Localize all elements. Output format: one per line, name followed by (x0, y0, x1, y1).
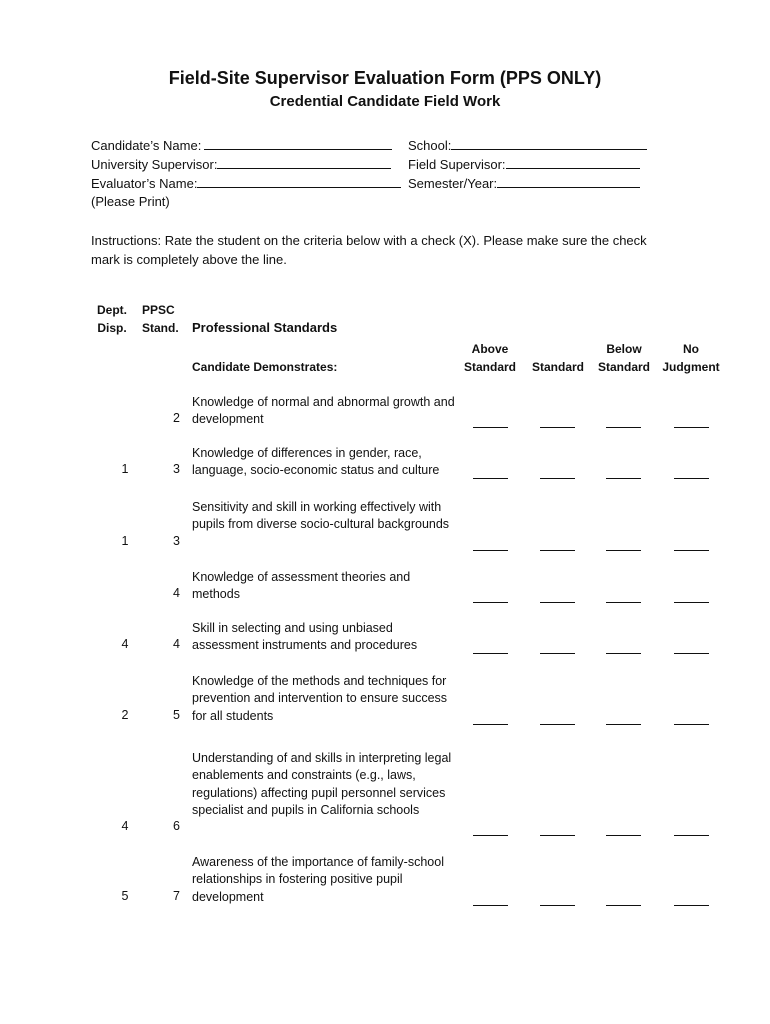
above-standard-blank[interactable] (473, 653, 508, 654)
ppsc-header-line1: PPSC (142, 303, 175, 317)
above-standard-blank[interactable] (473, 835, 508, 836)
criterion-text: Skill in selecting and using unbiased assessment instruments and procedures (192, 621, 418, 653)
field-supervisor-label: Field Supervisor: (408, 157, 506, 172)
ppsc-standard-value: 2 (173, 411, 180, 426)
below-standard-blank[interactable] (606, 550, 641, 551)
evaluator-name-label: Evaluator’s Name: (91, 176, 198, 191)
ppsc-standard-value: 5 (173, 707, 180, 722)
candidate-demonstrates-header: Candidate Demonstrates: (192, 360, 338, 374)
semester-year-field[interactable] (408, 175, 640, 191)
below-standard-header-line1: Below (606, 342, 642, 356)
university-supervisor-field[interactable] (91, 156, 391, 172)
criterion-text: Knowledge of differences in gender, race, language, socio-economic status and culture (192, 446, 440, 478)
standard-blank[interactable] (540, 724, 575, 725)
university-supervisor-line (217, 156, 391, 169)
standard-blank[interactable] (540, 427, 575, 428)
no-judgment-blank[interactable] (674, 427, 709, 428)
no-judgment-header-line1: No (683, 342, 699, 356)
semester-year-line (497, 175, 640, 188)
above-standard-blank[interactable] (473, 724, 508, 725)
below-standard-blank[interactable] (606, 478, 641, 479)
no-judgment-header-line2: Judgment (662, 360, 720, 374)
dept-header-line1: Dept. (97, 303, 127, 317)
above-standard-header-line1: Above (471, 342, 509, 356)
no-judgment-blank[interactable] (674, 602, 709, 603)
ppsc-standard-value: 7 (173, 888, 180, 903)
below-standard-blank[interactable] (606, 653, 641, 654)
no-judgment-blank[interactable] (674, 550, 709, 551)
ppsc-standard-value: 6 (173, 819, 180, 834)
below-standard-header-line2: Standard (597, 360, 650, 374)
below-standard-blank[interactable] (606, 602, 641, 603)
ppsc-standard-value: 4 (173, 637, 180, 652)
no-judgment-blank[interactable] (674, 905, 709, 906)
school-field[interactable] (408, 137, 647, 153)
criterion-text: Knowledge of the methods and techniques for prevention and intervention to ensure success for all students (192, 674, 448, 723)
evaluator-name-field[interactable] (91, 175, 401, 191)
standard-blank[interactable] (540, 653, 575, 654)
dept-disp-value: 2 (121, 707, 129, 722)
form-title: Field-Site Supervisor Evaluation Form (PPS ONLY) (168, 68, 602, 88)
above-standard-header-line2: Standard (463, 360, 516, 374)
standard-blank[interactable] (540, 550, 575, 551)
dept-disp-value: 1 (121, 462, 129, 477)
ppsc-standard-value: 3 (173, 462, 180, 477)
above-standard-blank[interactable] (473, 427, 508, 428)
no-judgment-blank[interactable] (674, 835, 709, 836)
criterion-text: Knowledge of assessment theories and methods (192, 570, 411, 602)
dept-disp-value: 5 (121, 888, 129, 903)
below-standard-blank[interactable] (606, 835, 641, 836)
below-standard-blank[interactable] (606, 905, 641, 906)
above-standard-blank[interactable] (473, 905, 508, 906)
evaluator-name-line (197, 175, 401, 188)
above-standard-blank[interactable] (473, 550, 508, 551)
dept-header-line2: Disp. (97, 321, 127, 335)
candidate-name-field[interactable] (91, 137, 392, 153)
field-supervisor-line (506, 156, 640, 169)
school-label: School: (408, 138, 452, 153)
instructions: Instructions: Rate the student on the criteria below with a check (X). Please make sure the check mark is completely above the line. (91, 233, 647, 267)
semester-year-label: Semester/Year: (408, 176, 498, 191)
no-judgment-blank[interactable] (674, 478, 709, 479)
dept-disp-value: 1 (121, 533, 129, 548)
criterion-text: Awareness of the importance of family-school relationships in fostering positive pupil development (192, 855, 444, 904)
below-standard-blank[interactable] (606, 724, 641, 725)
standard-blank[interactable] (540, 835, 575, 836)
university-supervisor-label: University Supervisor: (91, 157, 218, 172)
standard-header: Standard (531, 360, 584, 374)
dept-disp-value: 4 (121, 637, 129, 652)
form-subtitle: Credential Candidate Field Work (269, 93, 501, 110)
standard-blank[interactable] (540, 905, 575, 906)
please-print-note: (Please Print) (91, 194, 170, 209)
standard-blank[interactable] (540, 478, 575, 479)
school-line (451, 137, 647, 150)
candidate-name-label: Candidate’s Name: (91, 138, 202, 153)
no-judgment-blank[interactable] (674, 653, 709, 654)
standard-blank[interactable] (540, 602, 575, 603)
no-judgment-blank[interactable] (674, 724, 709, 725)
above-standard-blank[interactable] (473, 602, 508, 603)
ppsc-standard-value: 4 (173, 586, 180, 601)
section-header: Professional Standards (192, 320, 338, 335)
above-standard-blank[interactable] (473, 478, 508, 479)
below-standard-blank[interactable] (606, 427, 641, 428)
ppsc-standard-value: 3 (173, 533, 180, 548)
ppsc-header-line2: Stand. (142, 321, 179, 335)
criterion-text: Sensitivity and skill in working effectively with pupils from diverse socio-cultural backgrounds (192, 500, 450, 532)
field-supervisor-field[interactable] (408, 156, 640, 172)
criterion-text: Understanding of and skills in interpreting legal enablements and constraints (e.g., laws, regulations) affecting pupil personnel services specialist and pupils in California schools (192, 751, 452, 817)
criterion-text: Knowledge of normal and abnormal growth and development (192, 395, 455, 427)
dept-disp-value: 4 (121, 819, 129, 834)
candidate-name-line (204, 137, 392, 150)
